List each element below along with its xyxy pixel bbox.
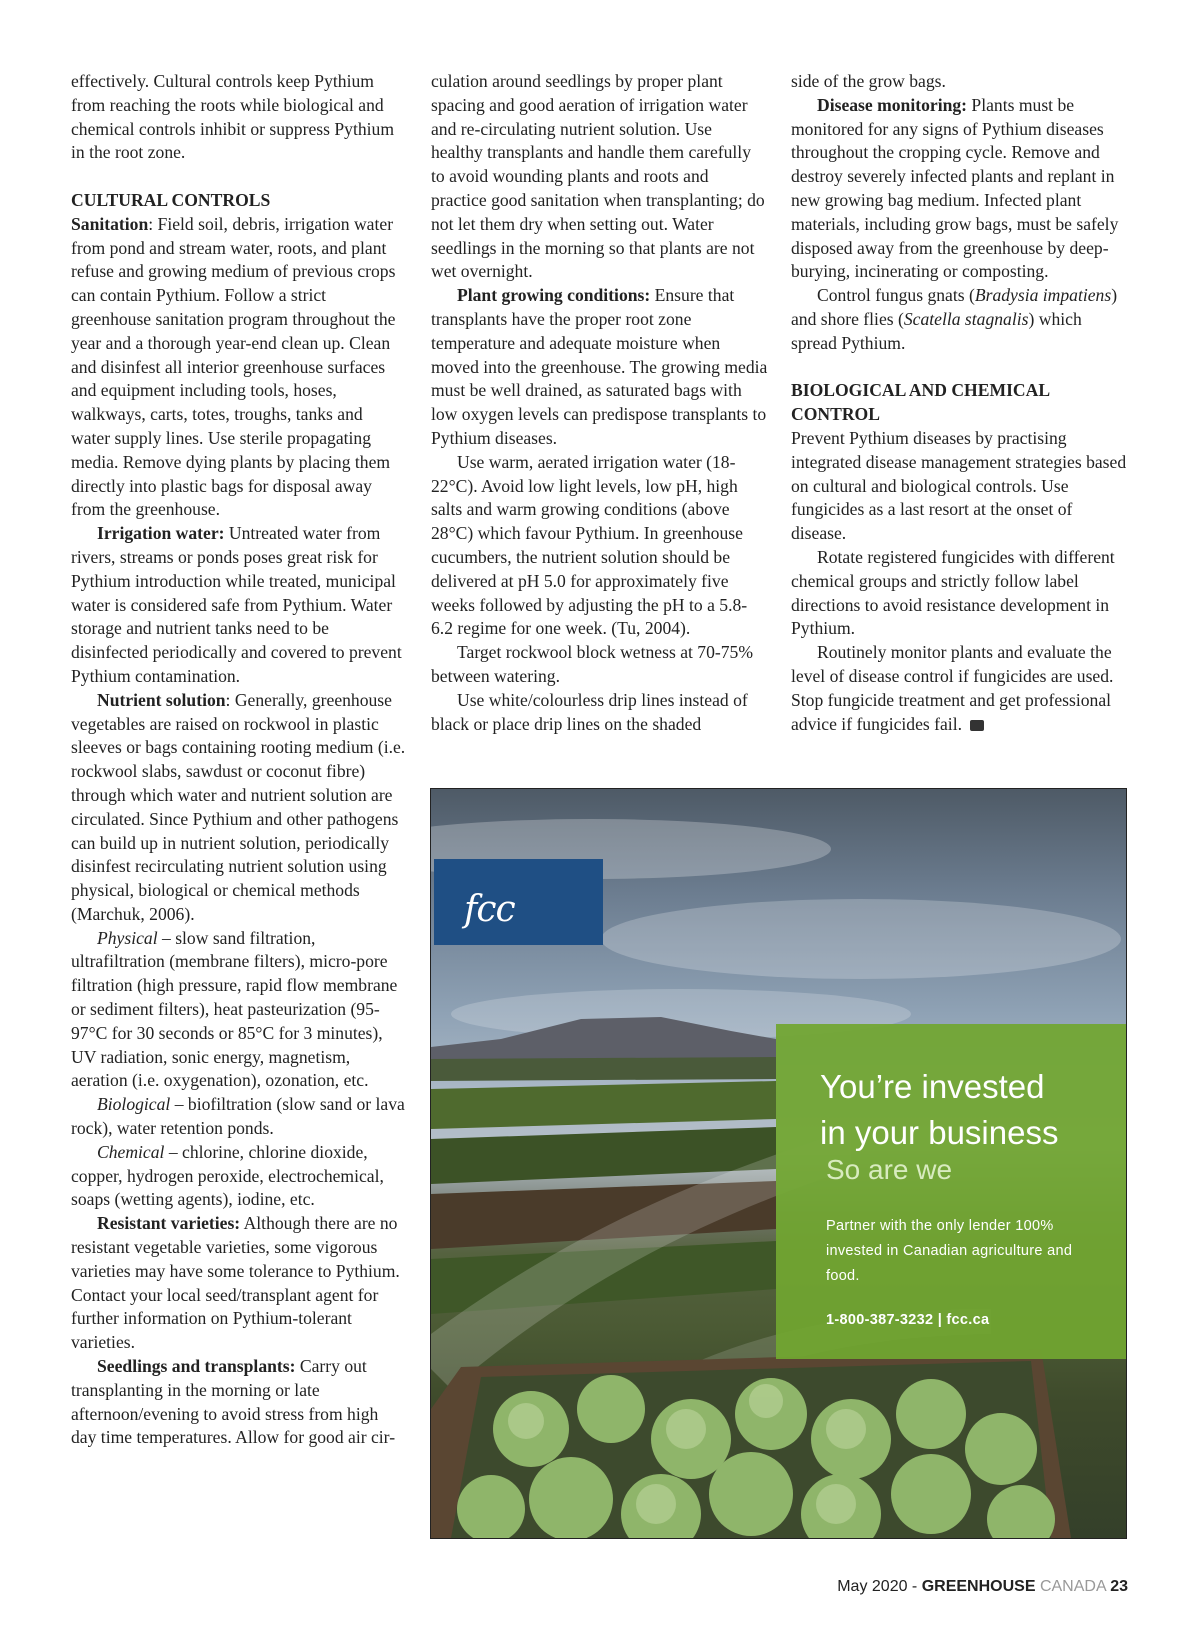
- ad-headline: You’re invested in your business: [820, 1068, 1059, 1151]
- paragraph-resistant-varieties: [71, 1212, 406, 1355]
- cloud-shape: [601, 899, 1121, 979]
- ad-contact-link[interactable]: 1-800-387-3232 | fcc.ca: [826, 1312, 990, 1328]
- monitoring-text: Plants must be monitored for any signs of Pythium diseases throughout the cropping cycle. Remove and destroy severely infected plants and replant in new growing bag medium. Infected plant materials, including grow bags, must be safely disposed away from the greenhouse by deep-burying, incinerating or composting.: [791, 94, 1119, 282]
- paragraph-monitor: [791, 641, 1128, 736]
- paragraph-rotate: Rotate registered fungicides with different chemical groups and strictly follow label directions to avoid resistance development in Pythium.: [791, 546, 1115, 639]
- gnats-text-a: Control fungus gnats (: [817, 285, 975, 306]
- section-heading-biological-chemical: BIOLOGICAL AND CHEMICAL CONTROL: [791, 380, 1050, 425]
- monitor-text: Routinely monitor plants and evaluate the level of disease control if fungicides are used. Stop fungicide treatment and get professional advice if fungicides fail.: [791, 642, 1114, 734]
- seedlings-label: Seedlings and transplants:: [97, 1356, 296, 1377]
- resistant-label: Resistant varieties:: [97, 1213, 241, 1234]
- paragraph-fungus-gnats: [791, 284, 1128, 355]
- paragraph-prevent: Prevent Pythium diseases by practising integrated disease management strategies based on cultural and biological controls. Use fungicides as a last resort at the onset of disease.: [791, 427, 1127, 544]
- ad-body-text: Partner with the only lender 100% invested in Canadian agriculture and food.: [826, 1218, 1073, 1284]
- fcc-advertisement[interactable]: [430, 788, 1127, 1539]
- monitoring-label: Disease monitoring:: [817, 94, 968, 115]
- paragraph-sanitation: [71, 213, 406, 522]
- nutrient-text: : Generally, greenhouse vegetables are raised on rockwool in plastic sleeves or bags containing rooting medium (i.e. rockwool slabs, sawdust or coconut fibre) through which water and nutrient solution are circulated. Since Pythium and other pathogens can build up in nutrient solution, periodically disinfest recirculating nutrient solution using physical, biological or chemical methods (Marchuk, 2006).: [71, 689, 406, 924]
- tree-line: [431, 1057, 776, 1081]
- paragraph-chemical: [71, 1141, 406, 1212]
- paragraph-nutrient-solution: [71, 689, 406, 927]
- biological-label: Biological: [97, 1094, 171, 1115]
- resistant-text: Although there are no resistant vegetable varieties, some vigorous varieties may have some tolerance to Pythium. Contact your local seed/transplant agent for further information on Pythium-tolerant varieties.: [71, 1213, 400, 1353]
- article-column-3: [791, 70, 1128, 736]
- gnats-text-b: ) and shore flies (: [791, 285, 1118, 329]
- growing-label: Plant growing conditions:: [457, 285, 651, 306]
- footer-brand: GREENHOUSE: [921, 1578, 1036, 1595]
- ad-green-panel: [776, 1024, 1126, 1359]
- paragraph-irrigation: [71, 522, 406, 689]
- fcc-logo-text: fcc: [464, 889, 515, 930]
- species-scatella: Scatella stagnalis: [903, 308, 1029, 329]
- fcc-logo[interactable]: [434, 859, 603, 945]
- paragraph-rockwool-wetness: Target rockwool block wetness at 70-75% between watering.: [431, 642, 753, 686]
- irrigation-text: Untreated water from rivers, streams or ponds poses great risk for Pythium introduction while treated, municipal water is considered safe from Pythium. Water storage and nutrient tanks need to be disinfected periodically and covered to prevent Pythium contamination.: [71, 523, 402, 686]
- crop-row: [431, 1081, 776, 1129]
- gnats-text-c: ) which spread Pythium.: [791, 308, 1082, 353]
- paragraph-intro: effectively. Cultural controls keep Pythium from reaching the roots while biological and chemical controls inhibit or suppress Pythium in the root zone.: [71, 71, 395, 163]
- sanitation-text: : Field soil, debris, irrigation water from pond and stream water, roots, and plant refuse and growing medium of previous crops can contain Pythium. Follow a strict greenhouse sanitation program throughout the year and a thorough year-end clean up. Clean and disinfest all interior greenhouse surfaces and equipment including tools, hoses, walkways, carts, totes, troughs, tanks and water supply lines. Use sterile propagating media. Remove dying plants by placing them directly into plastic bags for disposal away from the greenhouse.: [71, 213, 396, 520]
- paragraph-irrigation-temperature: Use warm, aerated irrigation water (18-22°C). Avoid low light levels, low pH, high salts and warm growing conditions (above 28°C) which favour Pythium. In greenhouse cucumbers, the nutrient solution should be delivered at pH 5.0 for approximately five weeks followed by adjusting the pH to a 5.8-6.2 regime for one week. (Tu, 2004).: [431, 451, 748, 639]
- physical-text: – slow sand filtration, ultrafiltration (membrane filters), micro-pore filtration (high pressure, rapid flow membrane or sediment filters), heat pasteurization (95-97°C for 30 seconds or 85°C for 3 minutes), UV radiation, sonic energy, magnetism, aeration (i.e. oxygenation), ozonation, etc.: [71, 927, 398, 1091]
- article-column-2: [431, 70, 768, 736]
- footer-date: May 2020 -: [837, 1578, 922, 1595]
- paragraph-biological: [71, 1093, 406, 1141]
- ad-subhead: So are we: [826, 1154, 953, 1185]
- paragraph-physical: [71, 927, 406, 1094]
- chemical-text: – chlorine, chlorine dioxide, copper, hydrogen peroxide, electrochemical, soaps (wetting agents), iodine, etc.: [71, 1141, 384, 1210]
- paragraph-air-circulation: culation around seedlings by proper plant spacing and good aeration of irrigation water and re-circulating nutrient solution. Use healthy transplants and handle them carefully to avoid wounding plants and roots and practice good sanitation when transplanting; do not let them dry when setting out. Water seedlings in the morning so that plants are not wet overnight.: [431, 71, 765, 282]
- irrigation-label: Irrigation water:: [97, 523, 225, 544]
- paragraph-growing-conditions: [431, 284, 768, 451]
- page-number: 23: [1110, 1578, 1128, 1595]
- section-heading-cultural-controls: CULTURAL CONTROLS: [71, 189, 271, 210]
- paragraph-disease-monitoring: [791, 94, 1128, 284]
- species-bradysia: Bradysia impatiens: [974, 285, 1112, 306]
- seedlings-text: Carry out transplanting in the morning or late afternoon/evening to avoid stress from high day time temperatures. Allow for good air cir-: [71, 1356, 396, 1448]
- paragraph-seedlings: [71, 1355, 406, 1450]
- chemical-label: Chemical: [97, 1141, 165, 1162]
- physical-label: Physical: [97, 927, 158, 948]
- paragraph-grow-bags: side of the grow bags.: [791, 71, 946, 91]
- end-mark-icon: GC: [970, 720, 984, 731]
- sanitation-label: Sanitation: [71, 213, 149, 234]
- footer-brand-light: CANADA: [1035, 1578, 1106, 1595]
- growing-text: Ensure that transplants have the proper root zone temperature and adequate moisture when moved into the greenhouse. The growing media must be well drained, as saturated bags with low oxygen levels can predispose transplants to Pythium diseases.: [431, 285, 768, 448]
- biological-text: – biofiltration (slow sand or lava rock), water retention ponds.: [71, 1094, 405, 1139]
- paragraph-drip-lines: Use white/colourless drip lines instead of black or place drip lines on the shaded: [431, 689, 748, 734]
- page-footer: [837, 1578, 1128, 1596]
- article-column-1: [71, 70, 406, 1450]
- nutrient-label: Nutrient solution: [97, 689, 226, 710]
